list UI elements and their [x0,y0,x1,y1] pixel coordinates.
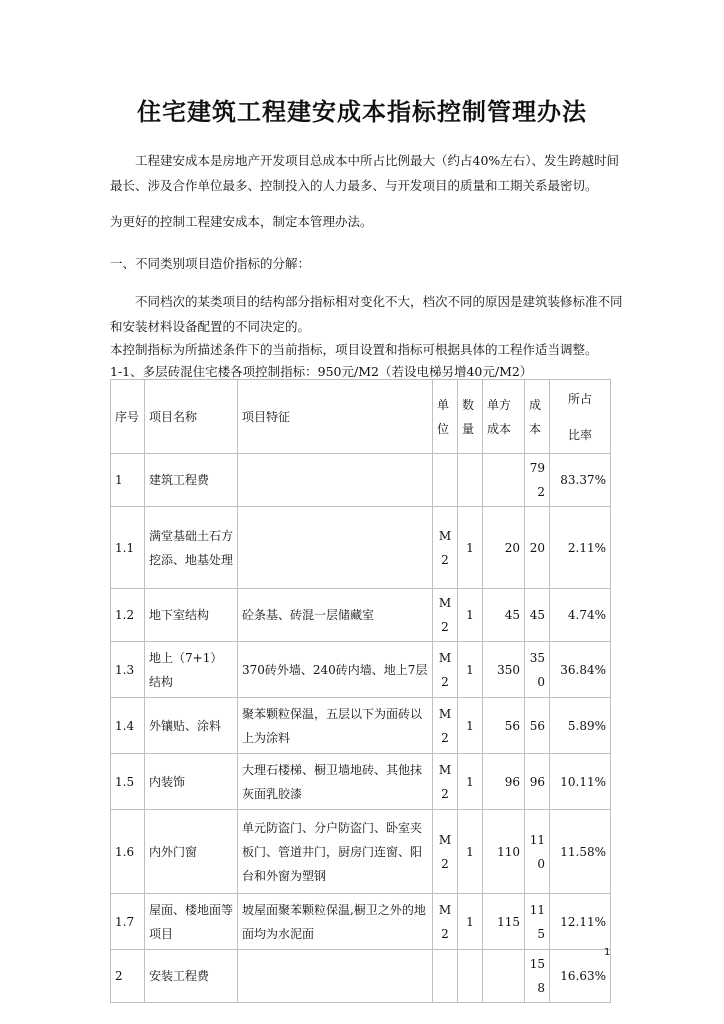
cell-no: 1.6 [111,810,145,894]
cell-ratio: 36.84% [550,642,611,698]
cell-feature [238,950,433,1003]
cell-unit-cost [483,950,525,1003]
cell-cost: 45 [525,589,550,642]
table-row [111,754,611,810]
header-name: 项目名称 [145,380,238,454]
cell-unit-cost: 115 [483,894,525,950]
cell-feature: 聚苯颗粒保温，五层以下为面砖以上为涂料 [238,698,433,754]
cell-cost: 20 [525,507,550,589]
cell-unit [433,950,458,1003]
document-title: 住宅建筑工程建安成本指标控制管理办法 [137,98,587,126]
header-no: 序号 [111,380,145,454]
cell-no: 1.4 [111,698,145,754]
cell-ratio: 10.11% [550,754,611,810]
cell-ratio: 5.89% [550,698,611,754]
cell-cost: 158 [525,950,550,1003]
cell-cost: 792 [525,454,550,507]
intro-paragraph: 工程建安成本是房地产开发项目总成本中所占比例最大（约占40%左右）、发生跨越时间最长、涉及合作单位最多、控制投入的人力最多、与开发项目的质量和工期关系最密切。 [110,153,620,193]
cell-ratio: 83.37% [550,454,611,507]
note-line: 本控制指标为所描述条件下的当前指标，项目设置和指标可根据具体的工程作适当调整。 [110,342,598,357]
purpose-paragraph: 为更好的控制工程建安成本，制定本管理办法。 [110,214,373,229]
cell-qty: 1 [458,754,483,810]
cell-ratio: 16.63% [550,950,611,1003]
cell-qty [458,454,483,507]
cell-feature: 大理石楼梯、橱卫墙地砖、其他抹灰面乳胶漆 [238,754,433,810]
table-row [111,454,611,507]
cell-unit: M2 [433,810,458,894]
cell-no: 1.3 [111,642,145,698]
header-ratio [550,380,611,454]
cell-qty: 1 [458,894,483,950]
cell-no: 1.2 [111,589,145,642]
table-row [111,507,611,589]
cell-no: 2 [111,950,145,1003]
cell-unit-cost [483,454,525,507]
cell-feature: 砼条基、砖混一层储藏室 [238,589,433,642]
table-row [111,589,611,642]
cell-name: 屋面、楼地面等项目 [145,894,238,950]
cell-no: 1.7 [111,894,145,950]
cell-no: 1 [111,454,145,507]
cell-name: 外镶贴、涂料 [145,698,238,754]
table-header-row [111,380,611,454]
cell-unit-cost: 350 [483,642,525,698]
cell-unit: M2 [433,698,458,754]
cell-unit: M2 [433,642,458,698]
cell-name: 安装工程费 [145,950,238,1003]
cell-unit-cost: 96 [483,754,525,810]
header-unit-cost: 单方成本 [483,380,525,454]
cell-feature: 370砖外墙、240砖内墙、地上7层 [238,642,433,698]
cell-qty [458,950,483,1003]
table-row [111,642,611,698]
reason-paragraph: 不同档次的某类项目的结构部分指标相对变化不大，档次不同的原因是建筑装修标准不同和安装材料设备配置的不同决定的。 [110,294,623,334]
cell-qty: 1 [458,507,483,589]
header-unit: 单位 [433,380,458,454]
cell-name: 满堂基础土石方挖添、地基处理 [145,507,238,589]
cell-feature [238,454,433,507]
cell-no: 1.5 [111,754,145,810]
table-row [111,950,611,1003]
cell-qty: 1 [458,642,483,698]
cell-qty: 1 [458,810,483,894]
cost-index-table [110,379,611,1003]
table-row [111,698,611,754]
cell-unit-cost: 110 [483,810,525,894]
cell-feature [238,507,433,589]
header-ratio-top: 所占 [567,391,592,406]
cell-name: 建筑工程费 [145,454,238,507]
table-caption: 1-1、多层砖混住宅楼各项控制指标：950元/M2（若设电梯另增40元/M2） [110,364,533,379]
page-number: 1 [604,947,611,958]
cell-qty: 1 [458,698,483,754]
header-ratio-bottom: 比率 [567,427,592,442]
cell-ratio: 4.74% [550,589,611,642]
cell-cost: 110 [525,810,550,894]
table-row [111,810,611,894]
section-heading: 一、不同类别项目造价指标的分解： [110,256,311,271]
cell-feature: 坡屋面聚苯颗粒保温,橱卫之外的地面均为水泥面 [238,894,433,950]
cell-ratio: 2.11% [550,507,611,589]
cell-unit-cost: 20 [483,507,525,589]
cell-unit-cost: 56 [483,698,525,754]
cell-unit: M2 [433,507,458,589]
cell-ratio: 11.58% [550,810,611,894]
cell-name: 地上（7+1）结构 [145,642,238,698]
cell-unit: M2 [433,754,458,810]
cell-cost: 350 [525,642,550,698]
cell-name: 内外门窗 [145,810,238,894]
cell-unit: M2 [433,589,458,642]
cell-name: 地下室结构 [145,589,238,642]
cell-cost: 96 [525,754,550,810]
header-qty: 数量 [458,380,483,454]
cell-name: 内装饰 [145,754,238,810]
cell-unit: M2 [433,894,458,950]
table-row [111,894,611,950]
cell-qty: 1 [458,589,483,642]
cell-unit [433,454,458,507]
header-cost: 成本 [525,380,550,454]
cell-ratio: 12.11% [550,894,611,950]
header-feature: 项目特征 [238,380,433,454]
cell-no: 1.1 [111,507,145,589]
cell-cost: 115 [525,894,550,950]
cell-cost: 56 [525,698,550,754]
cell-unit-cost: 45 [483,589,525,642]
cell-feature: 单元防盗门、分户防盗门、卧室夹板门、管道井门，厨房门连窗、阳台和外窗为塑钢 [238,810,433,894]
